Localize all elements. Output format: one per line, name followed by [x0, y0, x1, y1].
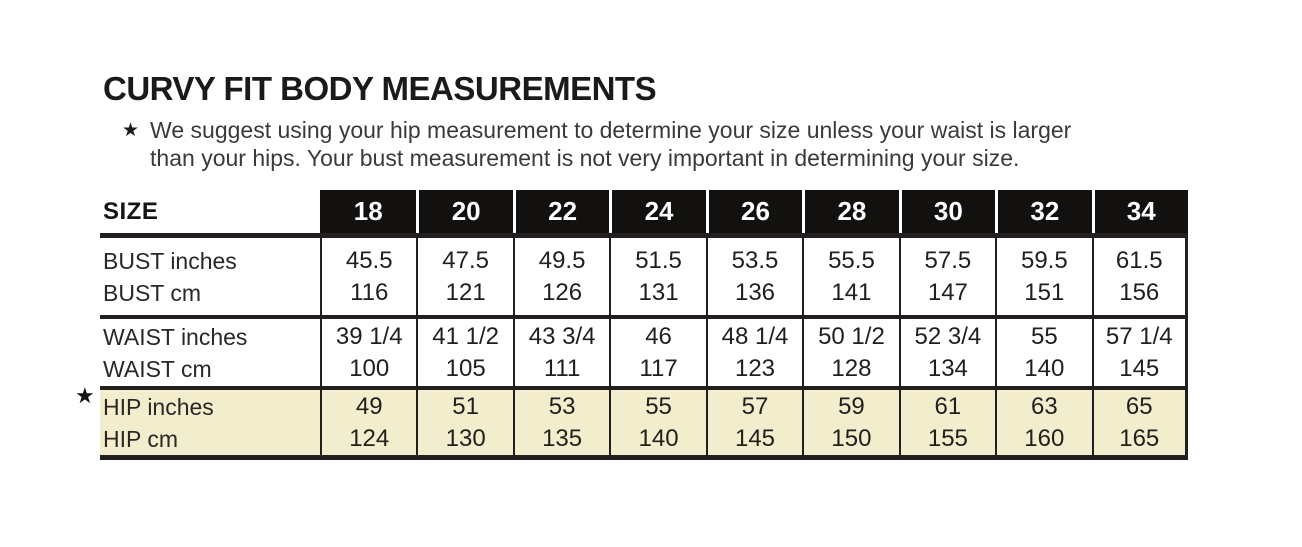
hip-cm-value: 165	[1119, 424, 1160, 452]
hip-cell-size-20	[416, 390, 512, 455]
hip-row-group	[100, 390, 1188, 460]
hip-cell-size-22	[513, 390, 609, 455]
waist-row-labels	[100, 319, 320, 386]
measurements-table	[100, 190, 1188, 460]
hip-cell-size-30	[899, 390, 995, 455]
waist-cm-value: 145	[1119, 354, 1160, 382]
hip-cell-size-34	[1092, 390, 1188, 455]
hip-inches-value: 59	[838, 392, 865, 420]
waist-inches-value: 50 1/2	[818, 322, 885, 350]
waist-inches-value: 46	[645, 322, 672, 350]
row-label-hip-inches: HIP inches	[103, 393, 214, 420]
hip-inches-value: 55	[645, 392, 672, 420]
fit-note-text	[150, 117, 1202, 172]
size-header-18: 18	[320, 190, 416, 233]
size-header-22: 22	[513, 190, 609, 233]
bust-cell-size-26	[706, 238, 802, 315]
waist-inches-value: 48 1/4	[721, 322, 789, 350]
bust-cell-size-24	[609, 238, 705, 315]
hip-inches-value: 65	[1125, 392, 1153, 420]
waist-inches-value: 43 3/4	[528, 322, 596, 350]
waist-row-group	[100, 319, 1188, 390]
bust-cell-size-18	[320, 238, 416, 315]
bust-inches-value: 59.5	[1020, 246, 1068, 274]
hip-cm-value: 124	[349, 424, 390, 452]
waist-cm-value: 123	[734, 354, 776, 382]
hip-cm-value: 160	[1024, 424, 1065, 452]
star-icon	[122, 117, 139, 144]
waist-inches-value: 57 1/4	[1105, 322, 1173, 350]
bust-inches-value: 57.5	[924, 246, 972, 274]
waist-inches-value: 52 3/4	[914, 322, 982, 350]
bust-cell-size-20	[416, 238, 512, 315]
hip-cm-value: 150	[831, 424, 872, 452]
bust-row-labels	[100, 238, 320, 315]
row-label-hip-cm: HIP cm	[103, 425, 178, 452]
bust-inches-value: 49.5	[538, 246, 586, 274]
bust-cm-value: 136	[734, 278, 776, 306]
hip-cm-value: 145	[734, 424, 776, 452]
hip-inches-value: 49	[355, 392, 383, 420]
fit-note	[122, 117, 1202, 172]
waist-cm-value: 134	[927, 354, 968, 382]
fit-note-line: We suggest using your hip measurement to determine your size unless your waist is larger	[150, 117, 1072, 143]
hip-cm-value: 130	[445, 424, 486, 452]
bust-inches-value: 55.5	[828, 246, 875, 274]
waist-inches-value: 39 1/4	[335, 322, 403, 350]
size-header-row	[100, 190, 1188, 238]
bust-cm-value: 156	[1119, 278, 1160, 306]
bust-cell-size-34	[1092, 238, 1188, 315]
waist-cell-size-34	[1092, 319, 1188, 386]
bust-cell-size-32	[995, 238, 1091, 315]
bust-inches-value: 47.5	[442, 246, 490, 274]
waist-cm-value: 100	[349, 354, 390, 382]
row-label-bust-cm: BUST cm	[103, 279, 201, 306]
bust-cm-value: 141	[831, 278, 872, 306]
bust-cell-size-22	[513, 238, 609, 315]
waist-cm-value: 105	[445, 354, 486, 382]
waist-cell-size-22	[513, 319, 609, 386]
bust-row-group	[100, 238, 1188, 319]
hip-inches-value: 57	[741, 392, 769, 420]
waist-cm-value: 111	[543, 354, 581, 382]
hip-inches-value: 51	[452, 392, 479, 420]
hip-inches-value: 61	[934, 392, 962, 420]
fit-note-line: than your hips. Your bust measurement is not very important in determining your size.	[150, 144, 1020, 171]
waist-cell-size-30	[899, 319, 995, 386]
hip-cell-size-18	[320, 390, 416, 455]
size-header-34: 34	[1092, 190, 1188, 233]
hip-cell-size-24	[609, 390, 705, 455]
waist-cell-size-20	[416, 319, 512, 386]
hip-inches-value: 53	[548, 392, 576, 420]
waist-cm-value: 117	[639, 354, 678, 382]
bust-inches-value: 53.5	[731, 246, 779, 274]
bust-cm-value: 121	[445, 278, 486, 306]
hip-cm-value: 135	[542, 424, 583, 452]
bust-cm-value: 116	[350, 278, 389, 306]
hip-cell-size-26	[706, 390, 802, 455]
size-column-header: SIZE	[103, 198, 159, 225]
size-header-20: 20	[416, 190, 512, 233]
row-label-bust-inches: BUST inches	[103, 247, 237, 274]
hip-cm-value: 155	[927, 424, 968, 452]
hip-inches-value: 63	[1030, 392, 1058, 420]
bust-cell-size-28	[802, 238, 898, 315]
waist-inches-value: 41 1/2	[432, 322, 500, 350]
bust-inches-value: 51.5	[635, 246, 682, 274]
waist-cell-size-26	[706, 319, 802, 386]
waist-cell-size-32	[995, 319, 1091, 386]
waist-inches-value: 55	[1030, 322, 1058, 350]
row-label-waist-cm: WAIST cm	[103, 355, 212, 382]
row-label-waist-inches: WAIST inches	[103, 323, 248, 350]
size-header-30: 30	[899, 190, 995, 233]
bust-inches-value: 61.5	[1115, 246, 1163, 274]
size-header-24: 24	[609, 190, 705, 233]
size-header-32: 32	[995, 190, 1091, 233]
bust-cm-value: 151	[1024, 278, 1065, 306]
waist-cm-value: 128	[831, 354, 872, 382]
bust-cell-size-30	[899, 238, 995, 315]
hip-cell-size-32	[995, 390, 1091, 455]
size-header-28: 28	[802, 190, 898, 233]
hip-row-labels	[100, 390, 320, 455]
hip-row-star-icon	[75, 385, 95, 407]
hip-cm-value: 140	[638, 424, 679, 452]
bust-cm-value: 126	[542, 278, 583, 306]
waist-cell-size-24	[609, 319, 705, 386]
waist-cell-size-18	[320, 319, 416, 386]
waist-cell-size-28	[802, 319, 898, 386]
bust-cm-value: 147	[927, 278, 968, 306]
size-header-26: 26	[706, 190, 802, 233]
waist-cm-value: 140	[1024, 354, 1065, 382]
bust-cm-value: 131	[638, 278, 679, 306]
page-title: CURVY FIT BODY MEASUREMENTS	[103, 70, 657, 107]
bust-inches-value: 45.5	[345, 246, 393, 274]
hip-cell-size-28	[802, 390, 898, 455]
